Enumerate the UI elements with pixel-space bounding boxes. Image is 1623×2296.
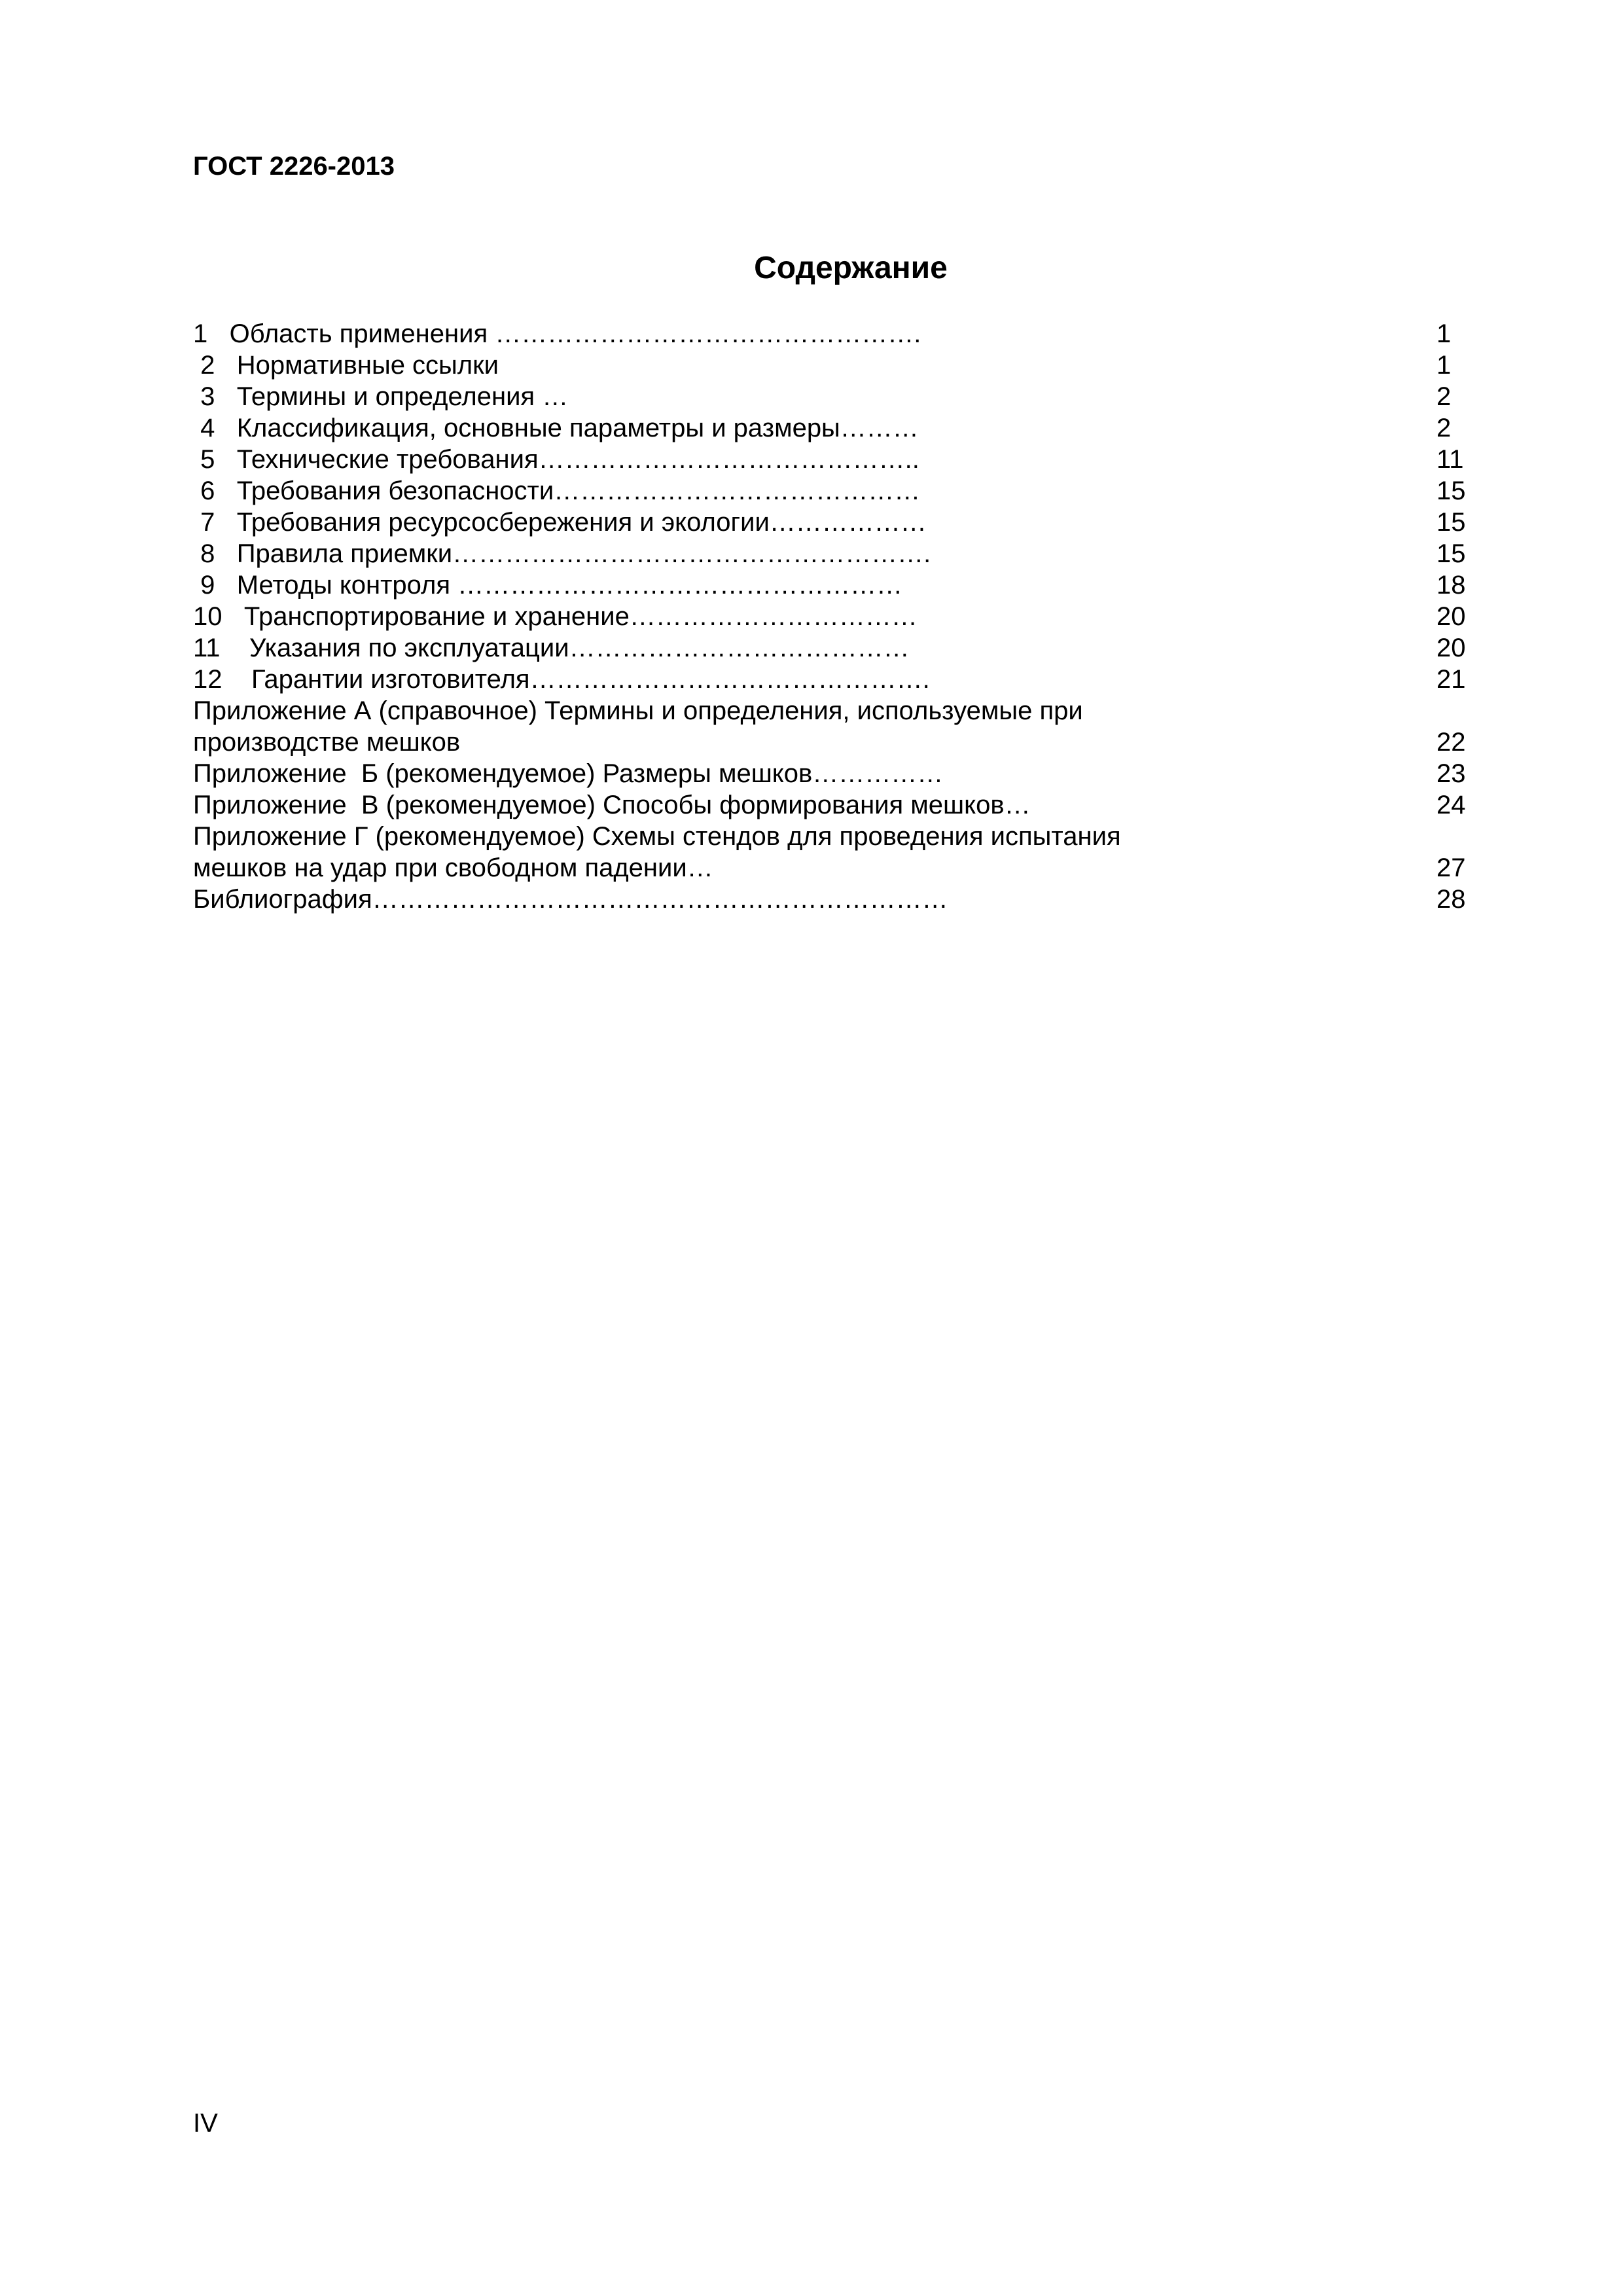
toc-entry[interactable] [193,350,1489,381]
toc-entry-page: 22 [1436,728,1466,757]
toc-entry-appendix-b[interactable] [193,758,1489,789]
toc-entry-page: 28 [1436,885,1466,914]
toc-entry-text: 12 Гарантии изготовителя………………………………………. [193,665,930,694]
toc-entry-text: Приложение Б (рекомендуемое) Размеры мешков…………… [193,759,944,788]
toc-entry-page: 21 [1436,665,1466,694]
toc-entry-text: Приложение Г (рекомендуемое) Схемы стендов для проведения испытания мешков на удар при свободном падении… [193,822,1121,882]
toc-entry-page: 1 [1436,351,1452,380]
toc-entry[interactable] [193,507,1489,538]
toc-entry[interactable] [193,381,1489,412]
toc-entry-page: 27 [1436,853,1466,882]
toc-entry-bibliography[interactable] [193,884,1489,915]
toc-entry-text: 5 Технические требования…………………………………….. [193,445,919,474]
document-code: ГОСТ 2226-2013 [193,152,395,181]
toc-entry-appendix-g[interactable] [193,821,1489,884]
table-of-contents [193,318,1489,915]
toc-entry-text: 3 Термины и определения … [193,382,569,411]
toc-entry[interactable] [193,444,1489,475]
toc-entry[interactable] [193,664,1489,695]
toc-entry[interactable] [193,412,1489,444]
toc-title: Содержание [754,251,948,285]
toc-entry-text: 10 Транспортирование и хранение…………………………… [193,602,918,631]
toc-entry-page: 1 [1436,319,1452,348]
toc-entry-text: 11 Указания по эксплуатации………………………………… [193,634,910,662]
page-number: IV [193,2109,218,2138]
toc-entry[interactable] [193,632,1489,664]
toc-entry-page: 2 [1436,414,1452,442]
toc-entry-text: 9 Методы контроля …………………………………………… [193,571,903,600]
toc-entry-page: 23 [1436,759,1466,788]
toc-entry-page: 15 [1436,476,1466,505]
toc-entry-page: 18 [1436,571,1466,600]
toc-entry-appendix-a[interactable] [193,695,1489,758]
toc-entry[interactable] [193,538,1489,569]
toc-entry-page: 20 [1436,634,1466,662]
toc-entry-text: Приложение А (справочное) Термины и определения, используемые при производстве мешков [193,696,1083,757]
toc-entry-page: 15 [1436,539,1466,568]
toc-entry[interactable] [193,569,1489,601]
toc-entry-page: 2 [1436,382,1452,411]
toc-entry-text: 4 Классификация, основные параметры и размеры……… [193,414,919,442]
toc-entry-text: 7 Требования ресурсосбережения и экологии……………… [193,508,927,537]
toc-entry-page: 20 [1436,602,1466,631]
toc-entry-appendix-v[interactable] [193,789,1489,821]
toc-entry-page: 15 [1436,508,1466,537]
toc-entry[interactable] [193,318,1489,350]
toc-entry-text: Библиография………………………………………………………… [193,885,948,914]
toc-entry-text: 2 Нормативные ссылки [193,351,499,380]
toc-entry-page: 24 [1436,791,1466,819]
toc-entry[interactable] [193,601,1489,632]
toc-entry-text: 1 Область применения …………………………………………. [193,319,921,348]
toc-entry[interactable] [193,475,1489,507]
toc-entry-text: 6 Требования безопасности…………………………………… [193,476,921,505]
toc-entry-text: 8 Правила приемки………………………………………………. [193,539,931,568]
toc-entry-page: 11 [1436,445,1464,474]
toc-entry-text: Приложение В (рекомендуемое) Способы формирования мешков… [193,791,1031,819]
